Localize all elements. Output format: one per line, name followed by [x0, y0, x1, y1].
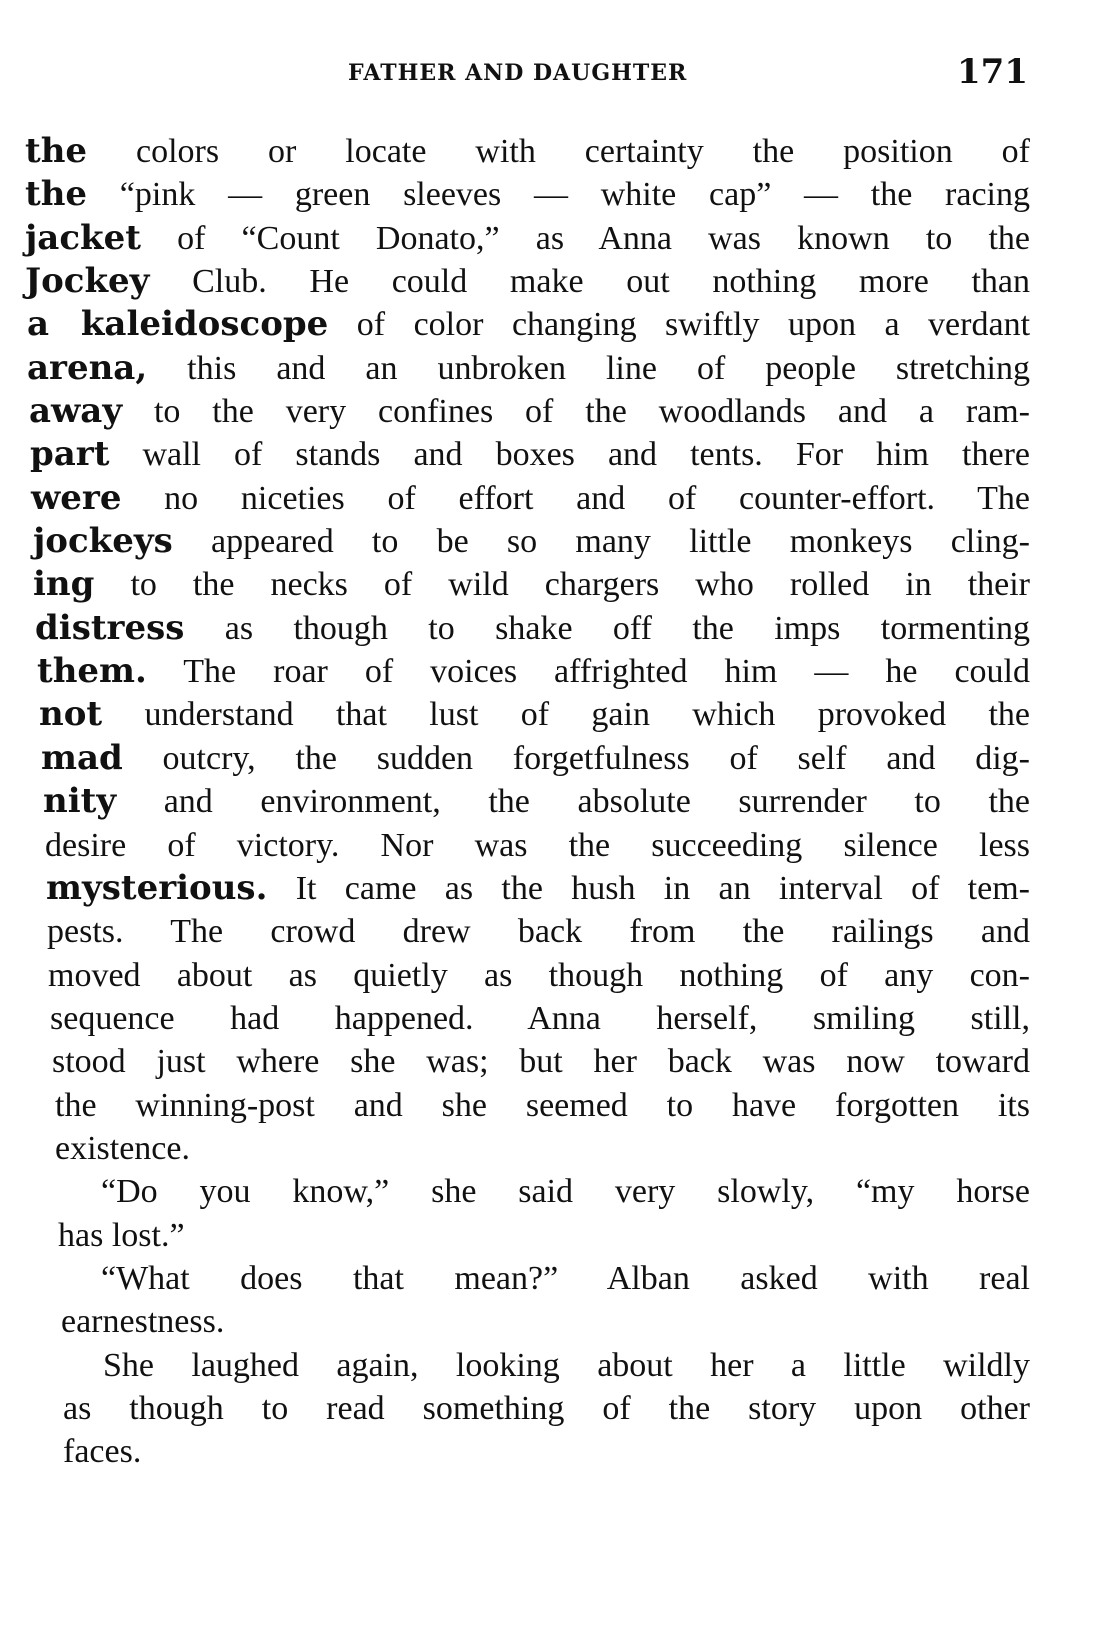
text-line: a kaleidoscope of color changing swiftly upon a verdant	[27, 304, 1031, 345]
text-line: them. The roar of voices affrighted him — he could	[37, 651, 1030, 692]
text-line: ing to the necks of wild chargers who rolled in their	[33, 564, 1030, 605]
running-title: FATHER AND DAUGHTER	[348, 60, 688, 86]
text-line: part wall of stands and boxes and tents. For him there	[30, 434, 1030, 475]
text-line: the “pink — green sleeves — white cap” — the racing	[25, 174, 1030, 215]
text-line: earnestness.	[61, 1303, 225, 1341]
text-line: arena, this and an unbroken line of people stretching	[27, 347, 1030, 388]
text-line: existence.	[55, 1129, 190, 1167]
text-line: She laughed again, looking about her a little wildly	[103, 1346, 1030, 1384]
text-line: distress as though to shake off the imps tormenting	[35, 607, 1030, 648]
text-line: the winning-post and she seemed to have forgotten its	[55, 1086, 1030, 1124]
text-line: has lost.”	[58, 1216, 185, 1254]
page-number: 171	[957, 52, 1028, 92]
text-line: “What does that mean?” Alban asked with real	[101, 1259, 1030, 1297]
text-line: jacket of “Count Donato,” as Anna was known to the	[25, 217, 1030, 258]
text-line: mad outcry, the sudden forgetfulness of self and dig-	[41, 737, 1030, 778]
text-line: stood just where she was; but her back was now toward	[52, 1043, 1030, 1081]
text-line: away to the very confines of the woodlands and a ram-	[29, 391, 1030, 432]
text-line: sequence had happened. Anna herself, smiling still,	[50, 999, 1030, 1037]
text-line: as though to read something of the story upon other	[63, 1389, 1030, 1427]
body-text	[25, 130, 1030, 1474]
text-line: jockeys appeared to be so many little monkeys cling-	[33, 521, 1030, 562]
text-line: not understand that lust of gain which provoked the	[39, 694, 1030, 735]
text-line: desire of victory. Nor was the succeeding silence less	[45, 826, 1030, 864]
text-line: the colors or locate with certainty the position of	[25, 131, 1030, 171]
text-line: mysterious. It came as the hush in an interval of tem-	[46, 867, 1030, 908]
text-line: were no niceties of effort and of counter-effort. The	[31, 477, 1030, 518]
text-line: “Do you know,” she said very slowly, “my horse	[101, 1173, 1030, 1211]
text-line: pests. The crowd drew back from the railings and	[47, 913, 1030, 951]
text-line: Jockey Club. He could make out nothing more than	[25, 261, 1030, 302]
text-line: moved about as quietly as though nothing of any con-	[48, 956, 1030, 994]
running-head	[28, 52, 1028, 98]
text-line: faces.	[63, 1433, 142, 1471]
text-line: nity and environment, the absolute surrender to the	[43, 781, 1030, 822]
